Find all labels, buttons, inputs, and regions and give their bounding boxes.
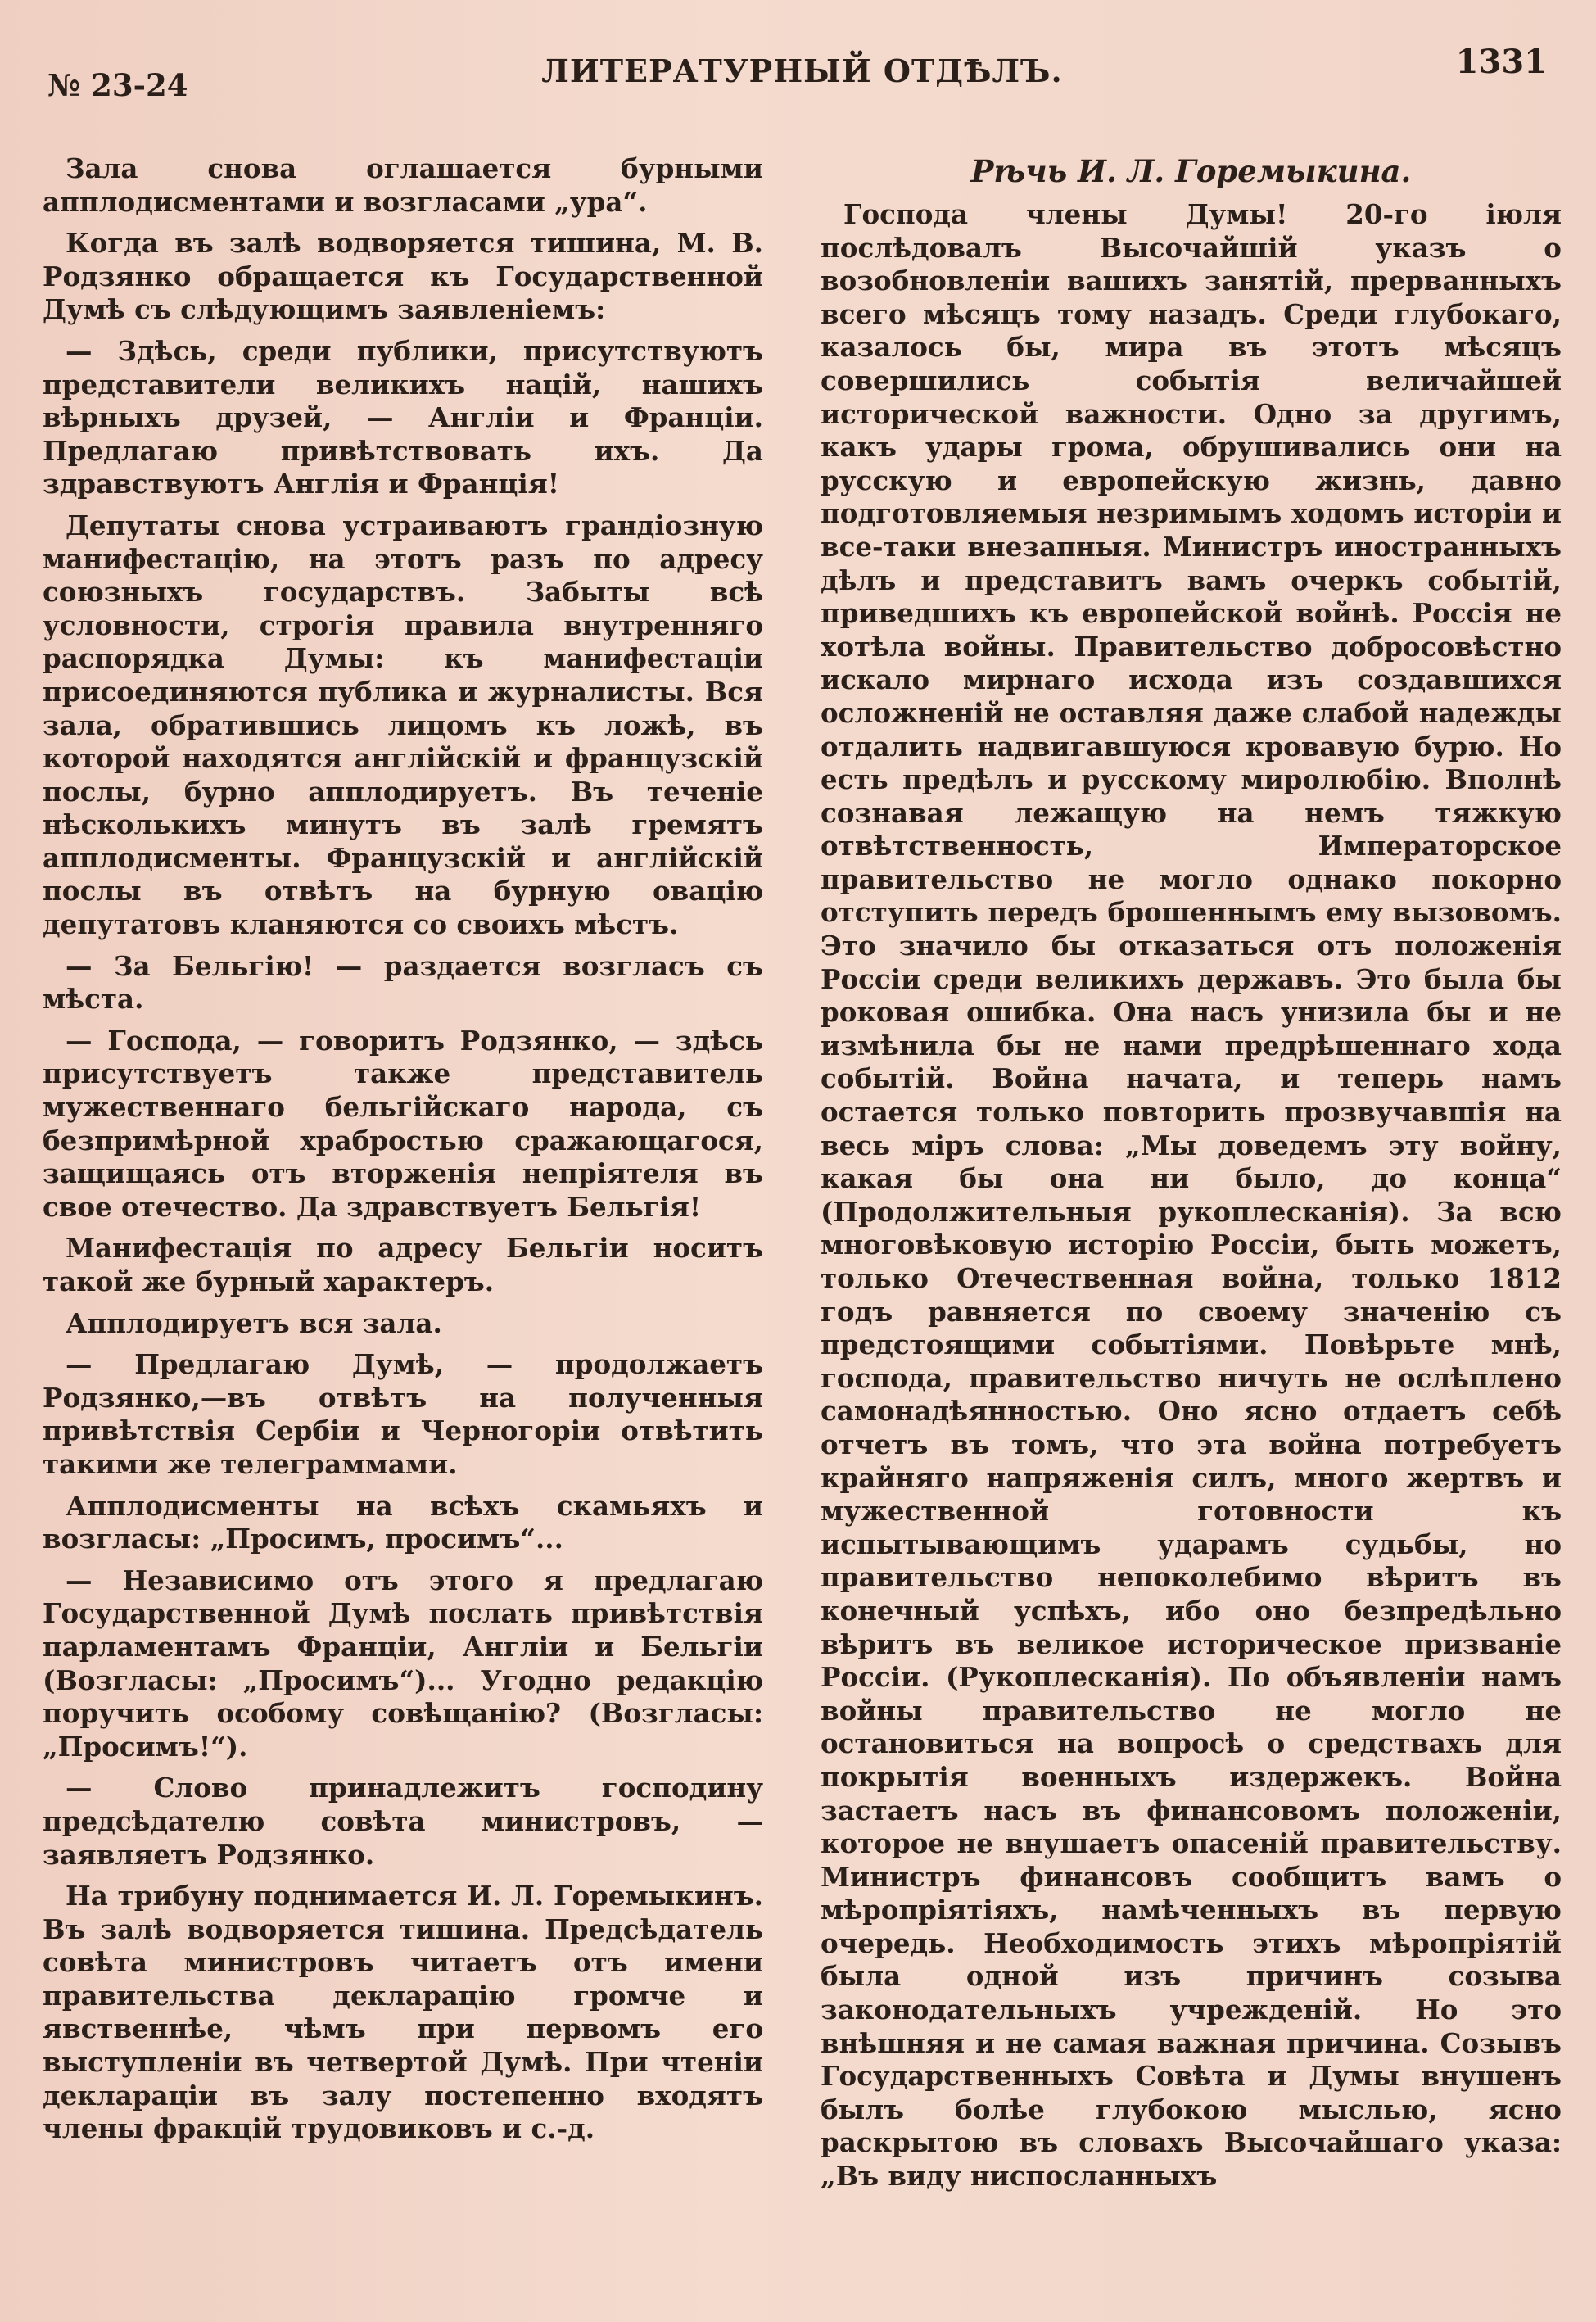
left-column bbox=[43, 152, 763, 2202]
paragraph: Манифестація по адресу Бельгіи носитъ такой же бурный характеръ. bbox=[43, 1232, 763, 1297]
paragraph: — Господа, — говоритъ Родзянко, — здѣсь присутствуетъ также представитель мужественнаго бельгійскаго народа, съ безпримѣрной храбростью сражающагося, защищаясь отъ вторженія непріятеля въ свое отечество. Да здравствуетъ Бельгія! bbox=[43, 1024, 763, 1223]
paragraph: — Здѣсь, среди публики, присутствуютъ представители великихъ націй, нашихъ вѣрныхъ друзей, — Англіи и Франціи. Предлагаю привѣтствовать ихъ. Да здравствуютъ Англія и Франція! bbox=[43, 334, 763, 500]
right-column bbox=[821, 152, 1562, 2202]
paragraph: — Предлагаю Думѣ, — продолжаетъ Родзянко,—въ отвѣтъ на полученныя привѣтствія Сербіи и Черногоріи отвѣтить такими же телеграммами. bbox=[43, 1348, 763, 1480]
paragraph: Когда въ залѣ водворяется тишина, М. В. Родзянко обращается къ Государственной Думѣ съ слѣдующимъ заявленіемъ: bbox=[43, 227, 763, 326]
paragraph: Апплодируетъ вся зала. bbox=[66, 1306, 442, 1339]
paragraph: — За Бельгію! — раздается возгласъ съ мѣста. bbox=[43, 949, 763, 1016]
paragraph: — Слово принадлежитъ господину предсѣдателю совѣта министровъ, — заявляетъ Родзянко. bbox=[43, 1772, 763, 1871]
page-number: 1331 bbox=[1455, 43, 1547, 81]
issue-number: № 23-24 bbox=[47, 67, 188, 103]
paragraph: Депутаты снова устраиваютъ грандіозную манифестацію, на этотъ разъ по адресу союзныхъ государствъ. Забыты всѣ условности, строгія правила внутренняго распорядка Думы: къ манифестаціи присоединяются публика и журналисты. Вся зала, обратившись лицомъ къ ложѣ, въ которой находятся англійскій и французскій послы, бурно апплодируетъ. Въ теченіе нѣсколькихъ минутъ въ залѣ гремятъ апплодисменты. Французскій и англійскій послы въ отвѣтъ на бурную овацію депутатовъ кланяются со своихъ мѣстъ. bbox=[43, 509, 763, 941]
paragraph: Зала снова оглашается бурными апплодисментами и возгласами „ура“. bbox=[43, 152, 763, 218]
text-columns bbox=[43, 152, 1562, 2202]
paragraph: — Независимо отъ этого я предлагаю Государственной Думѣ послать привѣтствія парламентамъ Франціи, Англіи и Бельгіи (Возгласы: „Просимъ“)... Угодно редакцію поручить особому совѣщанію? (Возгласы: „Просимъ!“). bbox=[43, 1564, 763, 1763]
speech-title: Рѣчь И. Л. Горемыкина. bbox=[970, 153, 1412, 189]
paragraph: На трибуну поднимается И. Л. Горемыкинъ. Въ залѣ водворяется тишина. Предсѣдатель совѣта министровъ читаетъ отъ имени правительства декларацію громче и явственнѣе, чѣмъ при первомъ его выступленіи въ четвертой Думѣ. При чтеніи деклараціи въ залу постепенно входятъ члены фракцій трудовиковъ и с.-д. bbox=[43, 1880, 763, 2145]
page-header bbox=[43, 33, 1562, 115]
paragraph: Господа члены Думы! 20-го іюля послѣдовалъ Высочайшій указъ о возобновленіи вашихъ занятій, прерванныхъ всего мѣсяцъ тому назадъ. Среди глубокаго, казалось бы, мира въ этотъ мѣсяцъ совершились событія величайшей исторической важности. Одно за другимъ, какъ удары грома, обрушивались они на русскую и европейскую жизнь, давно подготовляемыя незримымъ ходомъ исторіи и все-таки внезапныя. Министръ иностранныхъ дѣлъ и представитъ вамъ очеркъ событій, приведшихъ къ европейской войнѣ. Россія не хотѣла войны. Правительство добросовѣстно искало мирнаго исхода изъ создавшихся осложненій не оставляя даже слабой надежды отдалить надвигавшуюся кровавую бурю. Но есть предѣлъ и русскому миролюбію. Вполнѣ сознавая лежащую на немъ тяжкую отвѣтственность, Императорское правительство не могло однако покорно отступить передъ брошеннымъ ему вызовомъ. Это значило бы отказаться отъ положенія Россіи среди великихъ державъ. Это была бы роковая ошибка. Она насъ унизила бы и не измѣнила бы не нами предрѣшеннаго хода событій. Война начата, и теперь намъ остается только повторить прозвучавшія на весь міръ слова: „Мы доведемъ эту войну, какая бы она ни было, до конца“ (Продолжительныя рукоплесканія). За всю многовѣковую исторію Россіи, быть можетъ, только Отечественная война, только 1812 годъ равняется по своему значенію съ предстоящими событіями. Повѣрьте мнѣ, господа, правительство ничуть не ослѣплено самонадѣянностью. Оно ясно отдаетъ себѣ отчетъ въ томъ, что эта война потребуетъ крайняго напряженія силъ, много жертвъ и мужественной готовности къ испытывающимъ ударамъ судьбы, но правительство непоколебимо вѣритъ въ конечный успѣхъ, ибо оно безпредѣльно вѣритъ въ великое историческое призваніе Россіи. (Рукоплесканія). По объявленіи намъ войны правительство не могло не остановиться на вопросѣ о средствахъ для покрытія военныхъ издержекъ. Война застаетъ насъ въ финансовомъ положеніи, которое не внушаетъ опасеній правительству. Министръ финансовъ сообщитъ вамъ о мѣропріятіяхъ, намѣченныхъ въ первую очередь. Необходимость этихъ мѣропріятій была одной изъ причинъ созыва законодательныхъ учрежденій. Но это внѣшняя и не самая важная причина. Созывъ Государственныхъ Совѣта и Думы внушенъ былъ болѣе глубокою мыслью, ясно раскрытою въ словахъ Высочайшаго указа: „Въ виду ниспосланныхъ bbox=[821, 198, 1562, 2193]
paragraph: Апплодисменты на всѣхъ скамьяхъ и возгласы: „Просимъ, просимъ“... bbox=[43, 1489, 763, 1555]
section-title: ЛИТЕРАТУРНЫЙ ОТДѢЛЪ. bbox=[541, 52, 1063, 89]
